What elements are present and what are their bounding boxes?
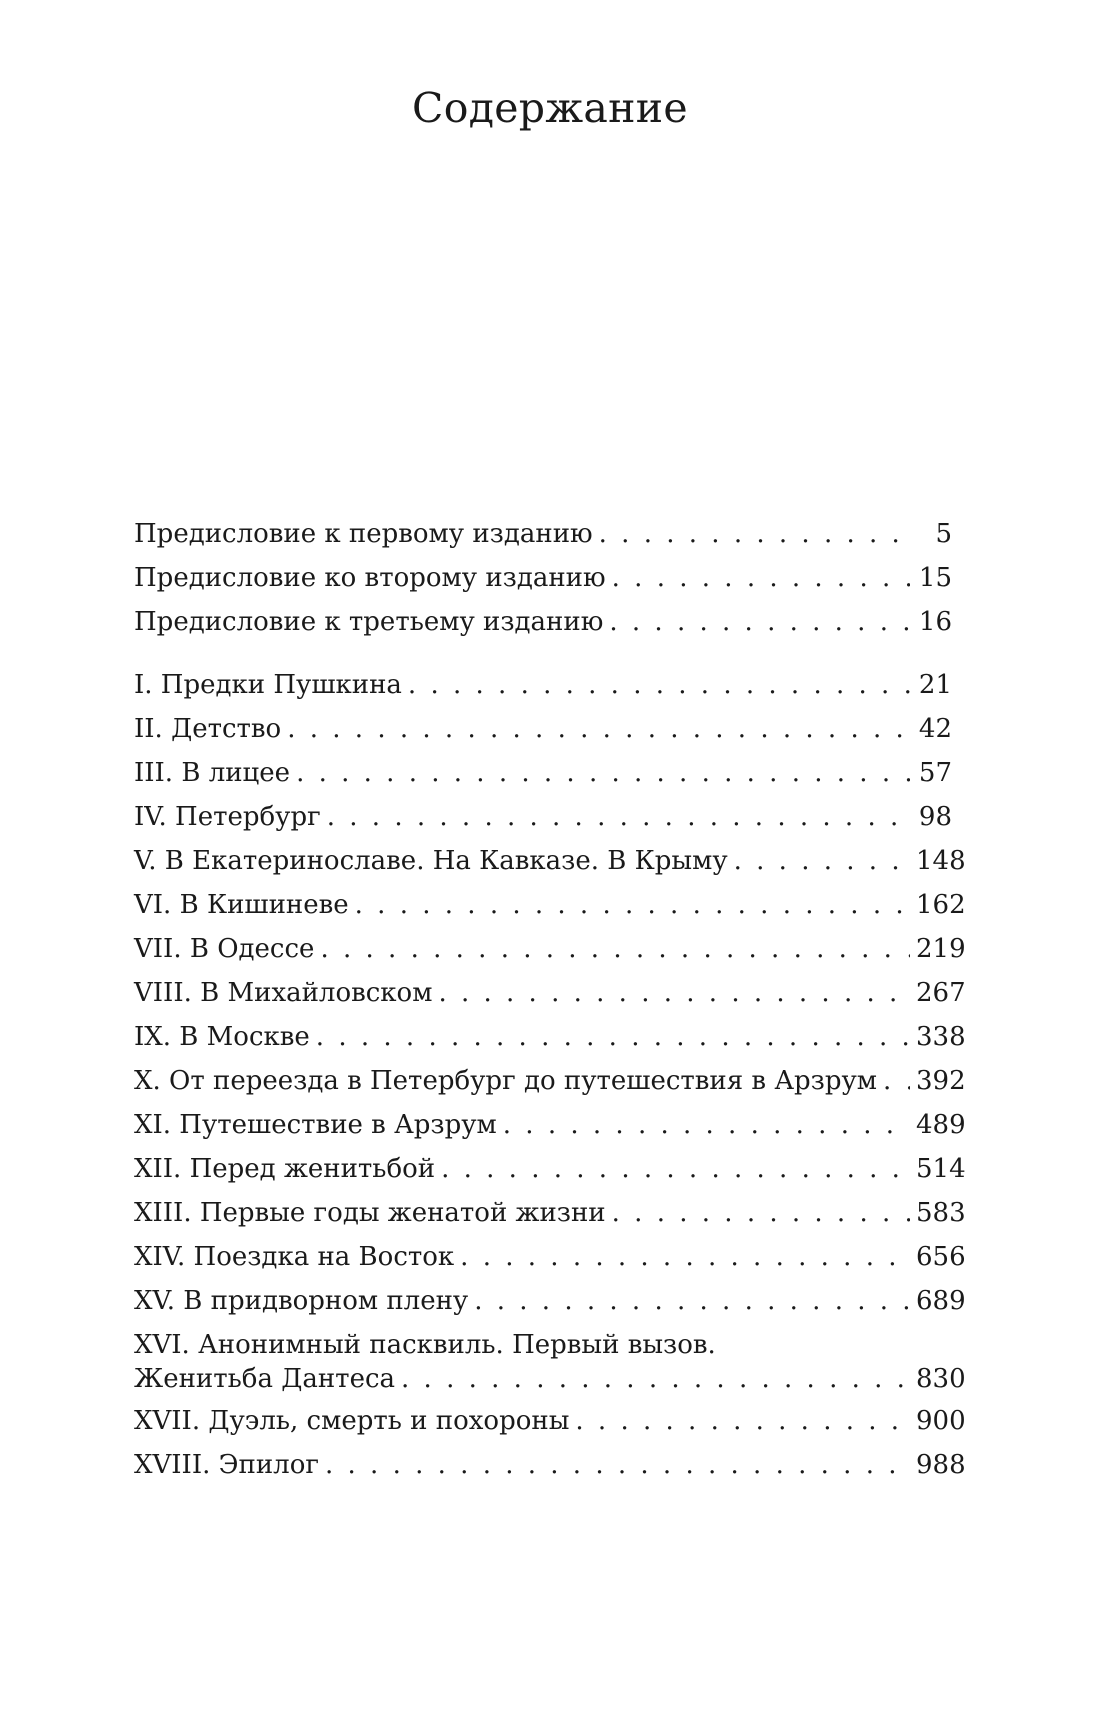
- toc-entry[interactable]: [134, 1284, 966, 1328]
- toc-entry-label: V. В Екатеринославе. На Кавказе. В Крыму: [134, 846, 728, 876]
- toc-entry-label: II. Детство: [134, 714, 282, 744]
- toc-entry-page: 5: [935, 519, 952, 549]
- toc-entry[interactable]: [134, 1064, 966, 1108]
- toc-entry[interactable]: [134, 1020, 966, 1064]
- toc-entry-page: 267: [916, 978, 966, 1008]
- toc-entry[interactable]: [134, 844, 966, 888]
- toc-entry[interactable]: [134, 756, 952, 800]
- toc-entry[interactable]: [134, 1404, 966, 1448]
- toc-entry-page: 148: [916, 846, 966, 876]
- toc-entry-page: 16: [918, 607, 952, 637]
- dot-leader: [599, 517, 910, 551]
- toc-entry-page: 219: [916, 934, 966, 964]
- toc-entry-label: I. Предки Пушкина: [134, 670, 402, 700]
- toc-entry-page: 514: [916, 1154, 966, 1184]
- toc-entry[interactable]: [134, 517, 952, 561]
- toc-entry[interactable]: [134, 668, 952, 712]
- dot-leader: [503, 1108, 910, 1142]
- dot-leader: [325, 1448, 910, 1482]
- dot-leader: [287, 712, 910, 746]
- dot-leader: [401, 1362, 910, 1396]
- toc-entry-page: 489: [916, 1110, 966, 1140]
- toc-entry-label: XII. Перед женитьбой: [134, 1154, 436, 1184]
- toc-entry-label: X. От переезда в Петербург до путешествия в Арзрум: [134, 1066, 877, 1096]
- dot-leader: [460, 1240, 910, 1274]
- toc-entry-page: 900: [916, 1406, 966, 1436]
- toc-entry-label: Предисловие ко второму изданию: [134, 563, 606, 593]
- dot-leader: [327, 800, 910, 834]
- toc-entry[interactable]: [134, 1152, 966, 1196]
- toc-entry-label: XIV. Поездка на Восток: [134, 1242, 455, 1272]
- toc-entry-page: 656: [916, 1242, 966, 1272]
- toc-entry[interactable]: [134, 1196, 966, 1240]
- toc-entry[interactable]: [134, 561, 952, 605]
- toc-entry[interactable]: [134, 1240, 966, 1284]
- toc-entry-label: Предисловие к первому изданию: [134, 519, 593, 549]
- dot-leader: [883, 1064, 910, 1098]
- toc-entry-label: VI. В Кишиневе: [134, 890, 349, 920]
- toc-entry-page: 988: [916, 1450, 966, 1480]
- dot-leader: [575, 1404, 910, 1438]
- toc-entry[interactable]: [134, 605, 952, 649]
- toc-entry-page: 830: [916, 1364, 966, 1394]
- dot-leader: [474, 1284, 910, 1318]
- toc-entry-page: 338: [916, 1022, 966, 1052]
- toc-entry-label: Предисловие к третьему изданию: [134, 607, 604, 637]
- dot-leader: [441, 1152, 910, 1186]
- toc-entry-page: 57: [918, 758, 952, 788]
- dot-leader: [320, 932, 910, 966]
- toc-entry[interactable]: [134, 1328, 966, 1396]
- toc-entry-label: XV. В придворном плену: [134, 1286, 469, 1316]
- dot-leader: [316, 1020, 910, 1054]
- toc-entry-page: 583: [916, 1198, 966, 1228]
- toc-entry-page: 162: [916, 890, 966, 920]
- toc-entry-page: 689: [916, 1286, 966, 1316]
- toc-entry-label: XVI. Анонимный пасквиль. Первый вызов.: [134, 1330, 716, 1360]
- toc-entry-page: 392: [916, 1066, 966, 1096]
- toc-entry-page: 15: [918, 563, 952, 593]
- toc-entry-label: XI. Путешествие в Арзрум: [134, 1110, 497, 1140]
- dot-leader: [355, 888, 910, 922]
- toc-entry-label: XVII. Дуэль, смерть и похороны: [134, 1406, 570, 1436]
- toc-entry[interactable]: [134, 1448, 966, 1492]
- dot-leader: [734, 844, 910, 878]
- toc-entry-label: IX. В Москве: [134, 1022, 310, 1052]
- toc-entry[interactable]: [134, 932, 966, 976]
- toc-entry[interactable]: [134, 1108, 966, 1152]
- dot-leader: [609, 605, 910, 639]
- dot-leader: [296, 756, 910, 790]
- toc-entry[interactable]: [134, 800, 952, 844]
- toc-entry[interactable]: [134, 888, 966, 932]
- toc-entry-label: IV. Петербург: [134, 802, 321, 832]
- toc-entry-page: 42: [918, 714, 952, 744]
- toc-entry-label: VIII. В Михайловском: [134, 978, 433, 1008]
- toc-entry-label-continued: Женитьба Дантеса: [134, 1364, 396, 1394]
- dot-leader: [612, 561, 910, 595]
- toc-entry-page: 98: [918, 802, 952, 832]
- dot-leader: [438, 976, 910, 1010]
- toc-entry[interactable]: [134, 976, 966, 1020]
- toc-entry[interactable]: [134, 712, 952, 756]
- toc-entry-label: VII. В Одессе: [134, 934, 315, 964]
- table-of-contents: [134, 517, 966, 1492]
- toc-entry-label: III. В лицее: [134, 758, 291, 788]
- dot-leader: [408, 668, 910, 702]
- toc-entry-label: XVIII. Эпилог: [134, 1450, 319, 1480]
- toc-entry-label: XIII. Первые годы женатой жизни: [134, 1198, 606, 1228]
- toc-entry-page: 21: [918, 670, 952, 700]
- page-title: Содержание: [412, 84, 688, 132]
- dot-leader: [612, 1196, 910, 1230]
